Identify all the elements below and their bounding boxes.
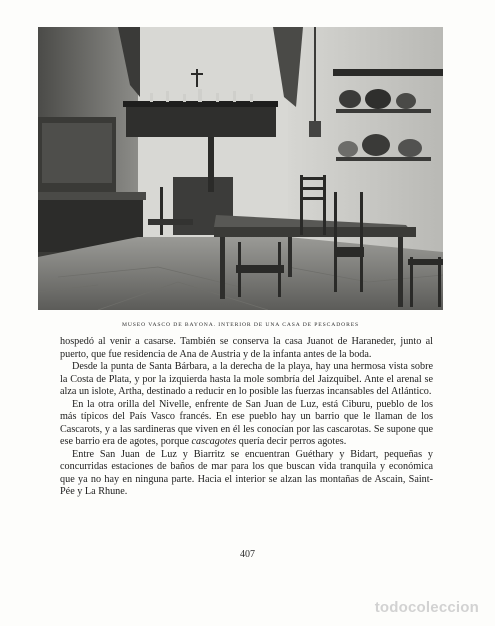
article-body bbox=[60, 336, 433, 499]
page-number: 407 bbox=[240, 549, 255, 560]
photo-caption: MUSEO VASCO DE BAYONA. INTERIOR DE UNA CASA DE PESCADORES bbox=[121, 322, 360, 328]
paragraph-3-text: En la otra orilla del Nivelle, enfrente de San Juan de Luz, está Ciburu, pueblo de los más típicos del País Vasco francés. En ese pueblo hay un barrio que le llaman de los Cascarots, y a las sardineras que viven en él les conocían por las cascarotas. Se supone que ese barrio era de agotes, porque bbox=[60, 398, 433, 447]
paragraph-2: Desde la punta de Santa Bárbara, a la derecha de la playa, hay una hermosa vista sobre la Costa de Plata, y por la izquierda hasta la mole sombría del Jaizquibel. Ante el arenal se alza un islote, Artha, destinado a reducir en lo posible las fuerzas incansables del Atlántico. bbox=[60, 361, 433, 397]
italic-term: cascagotes bbox=[191, 436, 237, 447]
paragraph-1: hospedó al venir a casarse. También se conserva la casa Juanot de Haraneder, junto al puerto, que fue residencia de Ana de Austria y de la infanta antes de la boda. bbox=[60, 336, 433, 360]
paragraph-3-tail: quería decir perros agotes. bbox=[236, 436, 347, 447]
museum-interior-photo bbox=[38, 27, 443, 310]
paragraph-3 bbox=[60, 399, 433, 449]
watermark-logo: todocoleccion bbox=[374, 599, 479, 616]
paragraph-4: Entre San Juan de Luz y Biarritz se encuentran Guéthary y Bidart, pequeñas y concurridas estaciones de baños de mar para los que buscan vida tranquila y económica que ya no hay en ninguna parte. Hacia el interior se alzan las montañas de Ascain, Saint-Pée y La Rhune. bbox=[60, 448, 433, 497]
